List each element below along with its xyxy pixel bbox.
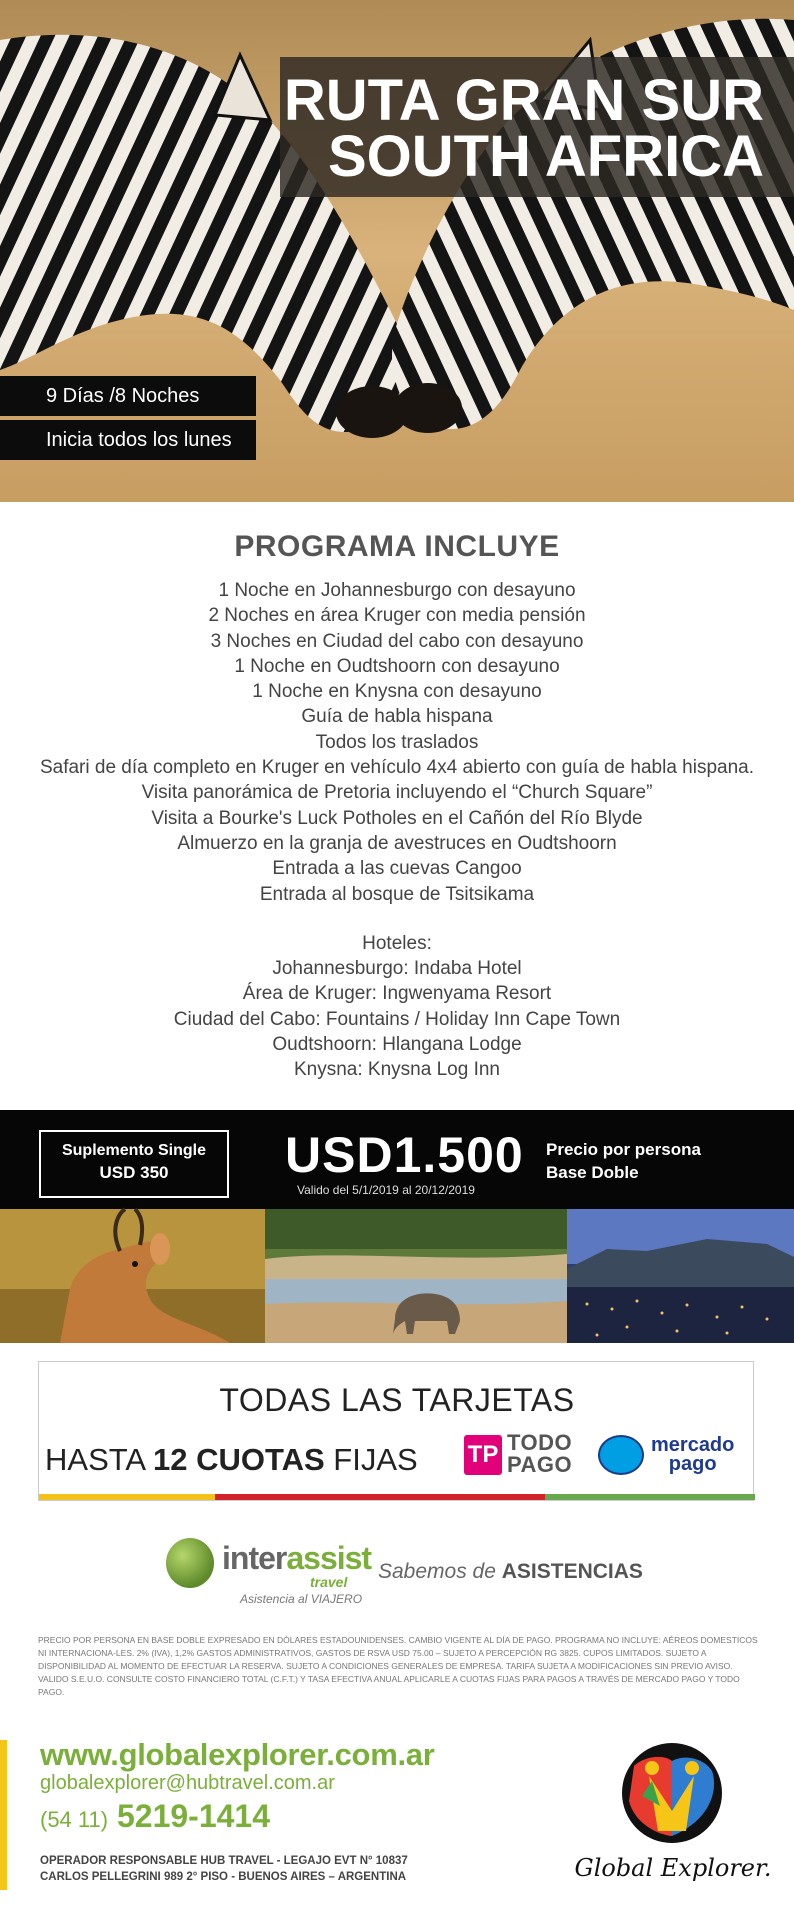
slogan-bold: ASISTENCIAS xyxy=(501,1560,643,1583)
list-item: Ciudad del Cabo: Fountains / Holiday Inn Cape Town xyxy=(173,1008,621,1030)
email-link[interactable]: globalexplorer@hubtravel.com.ar xyxy=(40,1772,335,1794)
single-supplement-label: Suplemento Single xyxy=(61,1142,206,1159)
mercadopago-logo-text xyxy=(651,1436,734,1474)
price-per-line-2: Base Doble xyxy=(546,1163,639,1182)
todopago-line-1: TODO xyxy=(507,1430,573,1455)
slogan-pre: Sabemos de xyxy=(378,1560,502,1583)
interassist-banner xyxy=(0,1530,794,1610)
todopago-icon: TP xyxy=(464,1435,502,1475)
title-box xyxy=(280,57,794,197)
todopago-logo-text xyxy=(507,1432,572,1476)
price-validity: Valido del 5/1/2019 al 20/12/2019 xyxy=(297,1183,475,1197)
hero-banner xyxy=(0,0,794,502)
payment-banner xyxy=(38,1361,754,1501)
main-price: USD1.500 xyxy=(285,1127,524,1183)
interassist-tagline: Asistencia al VIAJERO xyxy=(240,1592,363,1606)
list-item: Johannesburgo: Indaba Hotel xyxy=(272,958,522,980)
photo-strip xyxy=(0,1209,794,1343)
interassist-inter: inter xyxy=(222,1540,287,1576)
todopago-line-2: PAGO xyxy=(507,1452,573,1477)
list-item: 1 Noche en Knysna con desayuno xyxy=(252,681,542,703)
list-item: Visita a Bourke's Luck Potholes en el Cañón del Río Blyde xyxy=(151,807,643,829)
stripe-green xyxy=(545,1494,755,1500)
impala-photo xyxy=(0,1209,265,1343)
mercadopago-handshake-icon xyxy=(598,1435,644,1475)
title-line-2: SOUTH AFRICA xyxy=(327,124,764,189)
mercadopago-line-2: pago xyxy=(668,1453,717,1475)
list-item: Safari de día completo en Kruger en vehículo 4x4 abierto con guía de habla hispana. xyxy=(39,757,755,779)
list-item: 1 Noche en Oudtshoorn con desayuno xyxy=(234,655,560,677)
website-link[interactable]: www.globalexplorer.com.ar xyxy=(40,1737,435,1772)
program-list xyxy=(0,578,794,907)
phone-prefix: (54 11) xyxy=(40,1807,109,1832)
list-item: 3 Noches en Ciudad del cabo con desayuno xyxy=(210,630,584,652)
interassist-travel: travel xyxy=(310,1574,348,1590)
title-line-1: RUTA GRAN SUR xyxy=(283,68,764,133)
list-item: Área de Kruger: Ingwenyama Resort xyxy=(242,983,552,1005)
hotels-heading: Hoteles: xyxy=(362,932,432,954)
list-item: 2 Noches en área Kruger con media pensión xyxy=(208,605,586,627)
list-item: 1 Noche en Johannesburgo con desayuno xyxy=(218,580,576,601)
installments-pre: HASTA xyxy=(45,1442,153,1477)
mercadopago-line-1: mercado xyxy=(651,1434,735,1456)
interassist-logo xyxy=(222,1540,371,1577)
elephant-photo xyxy=(265,1209,567,1343)
operator-info xyxy=(40,1853,408,1885)
installments-post: FIJAS xyxy=(324,1442,418,1477)
list-item: Todos los traslados xyxy=(315,731,479,753)
single-supplement-box xyxy=(39,1130,229,1198)
list-item: Visita panorámica de Pretoria incluyendo el “Church Square” xyxy=(141,782,653,804)
hotels-list xyxy=(0,931,794,1083)
single-supplement-price: USD 350 xyxy=(99,1163,169,1182)
duration-tag: 9 Días /8 Noches xyxy=(0,376,256,416)
installments-bold: 12 CUOTAS xyxy=(152,1442,325,1477)
stripe-yellow xyxy=(39,1494,215,1500)
operator-line-2: CARLOS PELLEGRINI 989 2° PISO - BUENOS AIRES – ARGENTINA xyxy=(40,1871,407,1883)
price-bar xyxy=(0,1110,794,1209)
globe-icon xyxy=(166,1538,214,1588)
phone-main: 5219-1414 xyxy=(116,1798,270,1834)
list-item: Oudtshoorn: Hlangana Lodge xyxy=(272,1034,522,1056)
stripe-red xyxy=(215,1494,545,1500)
logo-text: Global Explorer. xyxy=(574,1854,772,1882)
installments-text xyxy=(45,1442,418,1478)
price-per-line-1: Precio por persona xyxy=(546,1140,701,1159)
price-per-person xyxy=(546,1138,701,1184)
list-item: Almuerzo en la granja de avestruces en Oudtshoorn xyxy=(177,832,617,854)
start-tag: Inicia todos los lunes xyxy=(0,420,256,460)
list-item: Guía de habla hispana xyxy=(301,706,493,728)
footer-accent-bar xyxy=(0,1740,7,1890)
program-section xyxy=(0,530,794,1083)
list-item: Entrada al bosque de Tsitsikama xyxy=(259,883,535,905)
global-explorer-logo xyxy=(574,1736,772,1886)
cape-town-photo xyxy=(567,1209,794,1343)
phone-number[interactable] xyxy=(40,1798,270,1835)
cards-title: TODAS LAS TARJETAS xyxy=(219,1382,575,1418)
program-title: PROGRAMA INCLUYE xyxy=(234,530,560,563)
list-item: Entrada a las cuevas Cangoo xyxy=(272,858,522,880)
list-item: Knysna: Knysna Log Inn xyxy=(294,1059,500,1081)
interassist-slogan xyxy=(378,1560,643,1584)
legal-text: PRECIO POR PERSONA EN BASE DOBLE EXPRESADO EN DÓLARES ESTADOUNIDENSES. CAMBIO VIGENTE AL DÍA DE PAGO. PROGRAMA NO INCLUYE: AÉREOS DOMESTICOS NI INTERNACIONA-LES. 2% (IVA), 1,2% GASTOS ADMINISTRATIVOS, GASTOS DE RSVA USD 75.00 – SUJETO A PERCEPCIÓN RG 3825. CUPOS LIMITADOS. SUJETO A DISPONIBILIDAD AL MOMENTO DE EFECTUAR LA RESERVA. SUJETO A CONDICIONES GENERALES DE EMPRESA. TARIFA SUJETA A MODIFICACIONES SIN PREVIO AVISO. VALIDO S.E.U.O. CONSULTE COSTO FINANCIERO TOTAL (C.F.T.) Y TASA EFECTIVA ANUAL APLICARLE A CUOTAS FIJAS PARA PAGOS A TRAVÉS DE MERCADO PAGO Y TODO PAGO. xyxy=(38,1635,758,1697)
interassist-assist: assist xyxy=(286,1540,372,1576)
operator-line-1: OPERADOR RESPONSABLE HUB TRAVEL - LEGAJO EVT N° 10837 xyxy=(40,1855,408,1867)
